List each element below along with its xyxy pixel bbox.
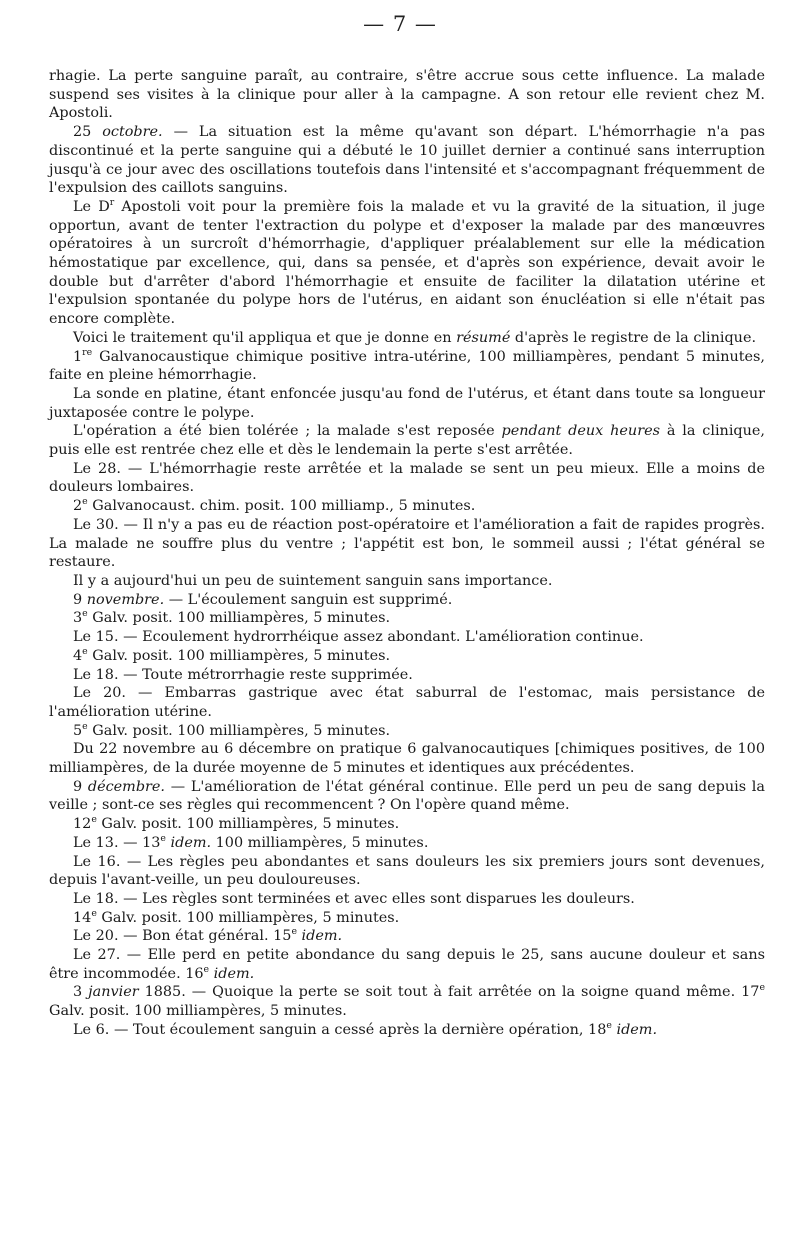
paragraph [49, 628, 765, 647]
paragraph-text: Galv. posit. 100 milliampères, 5 minutes. [87, 647, 391, 664]
paragraph-text: e [759, 982, 765, 994]
paragraph [49, 348, 765, 385]
paragraph-text: idem. [170, 834, 212, 851]
paragraph-text: idem. [301, 928, 343, 945]
paragraph-text: idem. [213, 965, 255, 982]
paragraph-text: Apostoli voit pour la première fois la malade et vu la gravité de la situation, il juge opportun, avant de tenter l'extraction du polype et d'exposer la malade par des manœuvres opératoires à un surcroît d'hémorrhagie, d'appliquer préalablement sur elle la médication hémostatique par excellence, qui, dans sa pensée, et d'après son expérience, devait avoir le double but d'arrêter d'abord l'hémorrhagie et ensuite de faciliter la dilatation utérine et l'expulsion spontanée du polype hors de l'utérus, en aidant son énucléation si elle n'était pas encore complète. [49, 198, 765, 328]
paragraph [49, 834, 765, 853]
paragraph-text: La sonde en platine, étant enfoncée jusqu'au fond de l'utérus, et étant dans toute sa longueur juxtaposée contre le polype. [49, 385, 765, 421]
paragraph-text: Le 16. — Les règles peu abondantes et sans douleurs les six premiers jours sont devenues, depuis l'avant-veille, un peu douloureuses. [49, 853, 765, 889]
paragraph [49, 329, 765, 348]
paragraph-text: 5 [73, 722, 83, 739]
paragraph [49, 198, 765, 329]
paragraph [49, 722, 765, 741]
paragraph-text: Galvanocaust. chim. posit. 100 milliamp., 5 minutes. [87, 498, 476, 515]
paragraph-text: 3 [73, 610, 83, 627]
paragraph [49, 572, 765, 591]
paragraph-text: — L'écoulement sanguin est supprimé. [164, 591, 453, 608]
paragraph [49, 422, 765, 459]
paragraph-text: e [203, 963, 210, 975]
paragraph-text: Le 20. — Embarras gastrique avec état saburral de l'estomac, mais persistance de l'amélioration utérine. [49, 685, 765, 720]
paragraph [49, 609, 765, 628]
paragraph-text: 9 [73, 591, 87, 608]
paragraph [49, 385, 765, 422]
paragraph-text: novembre. [86, 591, 165, 608]
paragraph-text: 1 [73, 348, 83, 365]
paragraph-text: 25 [73, 124, 103, 141]
paragraph [49, 1021, 765, 1040]
paragraph-text: idem. [616, 1021, 658, 1038]
paragraph-text: 100 milliampères, 5 minutes. [211, 834, 429, 851]
paragraph-text: Galv. posit. 100 milliampères, 5 minutes. [49, 1003, 347, 1020]
paragraph [49, 927, 765, 946]
paragraph-text: Le 27. — Elle perd en petite abondance du sang depuis le 25, sans aucune douleur et sans être incommodée. 16 [49, 947, 765, 982]
paragraph-text: e [291, 926, 297, 938]
paragraph-text: Galvanocaustique chimique positive intra-utérine, 100 milliampères, pendant 5 minutes, faite en pleine hémorrhagie. [49, 348, 765, 384]
paragraph-text: Le 28. — L'hémorrhagie reste arrêtée et la malade se sent un peu mieux. Elle a moins de douleurs lombaires. [49, 460, 765, 496]
paragraph [49, 684, 765, 721]
paragraph-text: octobre. [102, 124, 163, 141]
paragraph-text: r [109, 197, 115, 209]
paragraph-text: e [160, 833, 166, 845]
paragraph [49, 853, 765, 890]
paragraph [49, 591, 765, 610]
paragraph-text: Le 18. — Toute métrorrhagie reste supprimée. [73, 666, 413, 683]
paragraph-text: Galv. posit. 100 milliampères, 5 minutes. [87, 610, 391, 627]
paragraph-text: Le D [73, 198, 110, 215]
paragraph [49, 815, 765, 834]
paragraph-text: Galv. posit. 100 milliampères, 5 minutes. [96, 909, 400, 926]
paragraph-text: e [82, 720, 88, 732]
paragraph [49, 516, 765, 572]
paragraph-text: — La situation est la même qu'avant son départ. L'hémorrhagie n'a pas discontinué et la perte sanguine qui a débuté le 10 juillet dernier a continué sans interruption jusqu'à ce jour avec des oscillations toutefois dans l'intensité et s'accompagnant fréquemment de l'expulsion des caillots sanguins. [49, 124, 766, 197]
paragraph [49, 647, 765, 666]
paragraph-text: 3 [73, 984, 89, 1001]
paragraph-text: Galv. posit. 100 milliampères, 5 minutes. [96, 816, 400, 833]
paragraph-text: janvier [88, 984, 139, 1001]
paragraph-text: 12 [73, 816, 92, 833]
paragraph-text: L'opération a été bien tolérée ; la malade s'est reposée [73, 423, 502, 440]
paragraph [49, 740, 765, 777]
paragraph-text: e [91, 907, 97, 919]
paragraph-text: Du 22 novembre au 6 décembre on pratique 6 galvanocautiques [chimiques positives, de 100 milliampères, de la durée moyenne de 5 minutes et identiques aux précédentes. [49, 741, 765, 777]
paragraph-text: résumé [456, 329, 511, 346]
paragraph-text: rhagie. La perte sanguine paraît, au contraire, s'être accrue sous cette influence. La malade suspend ses visites à la clinique pour aller à la campagne. A son retour elle revient chez M. Apostoli. [49, 68, 765, 122]
paragraph-text: 2 [73, 498, 83, 515]
paragraph-text: e [82, 608, 88, 620]
paragraph [49, 890, 765, 909]
paragraph-text: à la clinique, puis elle est rentrée chez elle et dès le lendemain la perte s'est arrêtée. [49, 423, 765, 459]
paragraph-text: pendant deux heures [501, 423, 660, 440]
paragraph-text: 1885. — Quoique la perte se soit tout à fait arrêtée on la soigne quand même. 17 [138, 984, 760, 1001]
paragraph-text: Le 18. — Les règles sont terminées et avec elles sont disparues les douleurs. [73, 890, 635, 907]
body-text [49, 67, 765, 1040]
paragraph [49, 67, 765, 123]
paragraph-text: Galv. posit. 100 milliampères, 5 minutes. [87, 722, 391, 739]
paragraph [49, 983, 765, 1020]
paragraph-text: e [91, 814, 97, 826]
paragraph-text: — L'amélioration de l'état général continue. Elle perd un peu de sang depuis la veille ; sont-ce ses règles qui recommencent ? On l'opère quand même. [49, 778, 765, 814]
paragraph-text: Le 15. — Ecoulement hydrorrhéique assez abondant. L'amélioration continue. [73, 629, 644, 646]
paragraph [49, 123, 765, 198]
paragraph [49, 946, 765, 983]
paragraph-text: 4 [73, 647, 83, 664]
paragraph-text: Voici le traitement qu'il appliqua et que je donne en [73, 329, 457, 346]
paragraph-text: e [606, 1020, 612, 1032]
paragraph [49, 909, 765, 928]
paragraph-text: 9 [73, 778, 88, 795]
paragraph-text: Le 20. — Bon état général. 15 [73, 928, 292, 945]
paragraph-text: Le 13. — 13 [73, 834, 161, 851]
page-number: — 7 — [363, 12, 437, 36]
paragraph-text: Le 6. — Tout écoulement sanguin a cessé après la dernière opération, 18 [73, 1021, 607, 1038]
paragraph [49, 666, 765, 685]
paragraph-text: décembre. [87, 778, 166, 795]
paragraph-text: Il y a aujourd'hui un peu de suintement sanguin sans importance. [73, 572, 553, 589]
paragraph [49, 778, 765, 815]
paragraph-text: e [82, 496, 88, 508]
paragraph [49, 497, 765, 516]
paragraph-text: Le 30. — Il n'y a pas eu de réaction post-opératoire et l'amélioration a fait de rapides progrès. La malade ne souffre plus du ventre ; l'appétit est bon, le sommeil aussi ; l'état général se restaure. [49, 516, 765, 571]
paragraph [49, 460, 765, 497]
paragraph-text: 14 [73, 909, 92, 926]
paragraph-text: e [82, 646, 88, 657]
paragraph-text: re [82, 346, 93, 358]
paragraph-text: d'après le registre de la clinique. [510, 329, 757, 346]
